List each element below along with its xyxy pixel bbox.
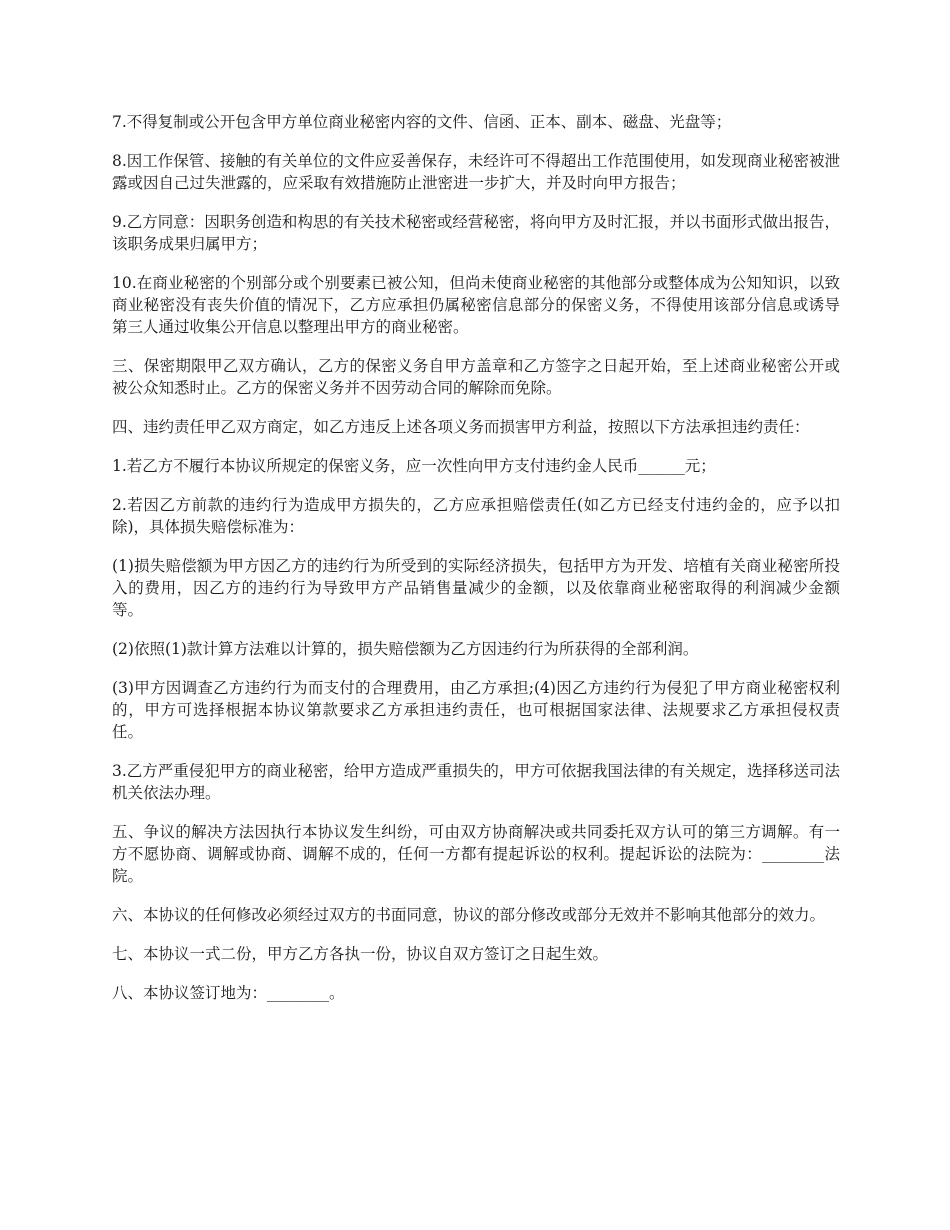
clause-9-work-results: 9.乙方同意：因职务创造和构思的有关技术秘密或经营秘密，将向甲方及时汇报，并以书面形式做出报告，该职务成果归属甲方； — [112, 213, 840, 253]
clause-7-no-copying: 7.不得复制或公开包含甲方单位商业秘密内容的文件、信函、正本、副本、磁盘、光盘等； — [112, 113, 732, 131]
section-7-copies-effectiveness: 七、本协议一式二份，甲方乙方各执一份，协议自双方签订之日起生效。 — [112, 945, 609, 963]
compensation-standard-1: (1)损失赔偿额为甲方因乙方的违约行为所受到的实际经济损失，包括甲方为开发、培植有关商业秘密所投入的费用，因乙方的违约行为导致甲方产品销售量减少的金额，以及依靠商业秘密取得的利润减少金额等。 — [112, 557, 840, 619]
section-8-signing-place: 八、本协议签订地为：________。 — [112, 984, 345, 1002]
liability-item-2-compensation: 2.若因乙方前款的违约行为造成甲方损失的，乙方应承担赔偿责任(如乙方已经支付违约金的，应予以扣除)，具体损失赔偿标准为： — [112, 496, 840, 536]
clause-8-document-safekeeping: 8.因工作保管、接触的有关单位的文件应妥善保存，未经许可不得超出工作范围使用，如发现商业秘密被泄露或因自己过失泄露的，应采取有效措施防止泄密进一步扩大，并及时向甲方报告； — [112, 152, 840, 192]
clause-10-partial-disclosure: 10.在商业秘密的个别部分或个别要素已被公知，但尚未使商业秘密的其他部分或整体成为公知知识，以致商业秘密没有丧失价值的情况下，乙方应承担仍属秘密信息部分的保密义务，不得使用该部分信息或诱导第三人通过收集公开信息以整理出甲方的商业秘密。 — [112, 274, 840, 336]
compensation-standard-3-4: (3)甲方因调查乙方违约行为而支付的合理费用，由乙方承担;(4)因乙方违约行为侵犯了甲方商业秘密权利的，甲方可选择根据本协议第款要求乙方承担违约责任，也可根据国家法律、法规要求乙方承担侵权责任。 — [112, 679, 840, 741]
liability-item-3-serious-infringement: 3.乙方严重侵犯甲方的商业秘密，给甲方造成严重损失的，甲方可依据我国法律的有关规定，选择移送司法机关依法办理。 — [112, 762, 840, 802]
compensation-standard-2: (2)依照(1)款计算方法难以计算的，损失赔偿额为乙方因违约行为所获得的全部利润。 — [112, 640, 699, 658]
section-5-dispute-resolution: 五、争议的解决方法因执行本协议发生纠纷，可由双方协商解决或共同委托双方认可的第三方调解。有一方不愿协商、调解或协商、调解不成的，任何一方都有提起诉讼的权利。提起诉讼的法院为：________法院。 — [112, 823, 840, 885]
section-3-confidentiality-period: 三、保密期限甲乙双方确认，乙方的保密义务自甲方盖章和乙方签字之日起开始，至上述商业秘密公开或被公众知悉时止。乙方的保密义务并不因劳动合同的解除而免除。 — [112, 357, 840, 397]
section-6-amendments: 六、本协议的任何修改必须经过双方的书面同意，协议的部分修改或部分无效并不影响其他部分的效力。 — [112, 906, 826, 924]
document-page — [112, 111, 840, 1021]
liability-item-1-penalty: 1.若乙方不履行本协议所规定的保密义务，应一次性向甲方支付违约金人民币______元； — [112, 457, 716, 475]
section-4-breach-liability: 四、违约责任甲乙双方商定，如乙方违反上述各项义务而损害甲方利益，按照以下方法承担违约责任： — [112, 418, 810, 436]
